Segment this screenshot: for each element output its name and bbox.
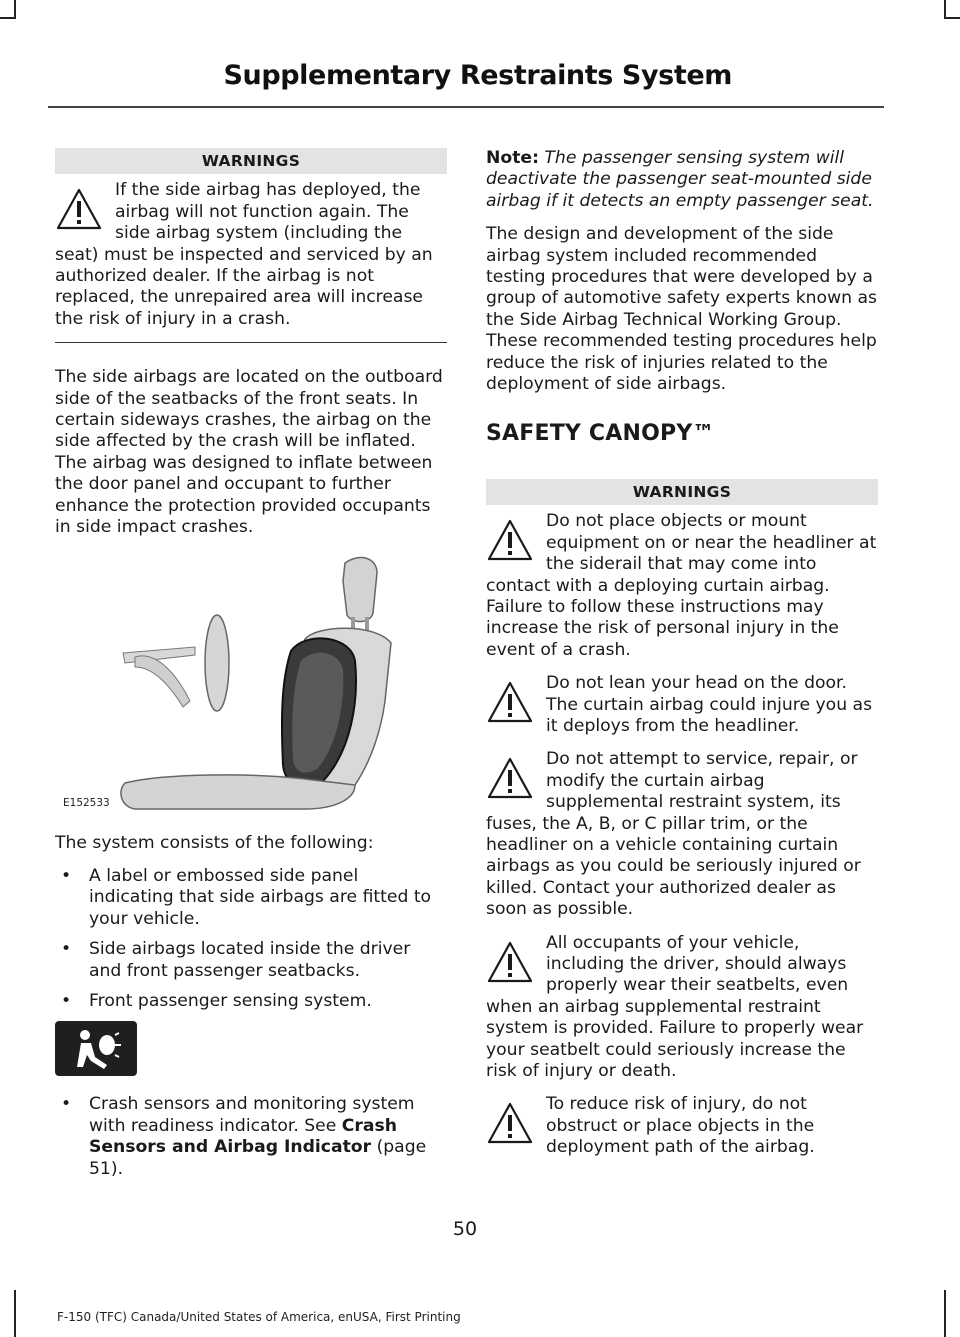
list-item-text: Crash sensors and monitoring system with readiness indicator. See	[89, 1094, 415, 1136]
airbag-person-icon	[55, 1021, 137, 1076]
warning-text: To reduce risk of injury, do not obstruct or place objects in the deployment path of the airbag.	[546, 1094, 815, 1158]
figure-id: E152533	[63, 797, 110, 810]
warning-text: Do not attempt to service, repair, or modify the curtain airbag supplemental restraint system, its fuses, the A, B, or C pillar trim, or the headliner on a vehicle containing curtain airbags as you could be seriously injured or killed. Contact your authorized dealer as soon as possible.	[486, 749, 861, 920]
list-item	[55, 1094, 447, 1180]
warning-triangle-icon	[486, 517, 534, 563]
warning-item	[486, 511, 878, 661]
warning-triangle-icon	[486, 1100, 534, 1146]
crop-mark	[944, 0, 946, 18]
page-reference: (page 51).	[89, 1137, 427, 1179]
note-label: Note:	[486, 148, 539, 168]
warning-text: If the side airbag has deployed, the airbag will not function again. The side airbag system (including the seat) must be inspected and serviced by an authorized dealer. If the airbag is not replaced, the unrepaired area will increase the risk of injury in a crash.	[55, 180, 433, 329]
body-paragraph: The side airbags are located on the outboard side of the seatbacks of the front seats. In certain sideways crashes, the airbag on the side affected by the crash will be inflated. The airbag was designed to inflate between the door panel and occupant to further enhance the protection provided occupants in side impact crashes.	[55, 367, 443, 538]
crop-mark	[944, 1290, 946, 1337]
warning-item	[55, 180, 447, 330]
warning-triangle-icon	[486, 939, 534, 985]
note-paragraph	[486, 148, 878, 212]
warning-item	[486, 673, 878, 737]
list-item: • A label or embossed side panel indicating that side airbags are fitted to your vehicle.	[55, 866, 447, 930]
component-list-continued	[55, 1094, 447, 1180]
body-paragraph: The system consists of the following:	[55, 832, 374, 853]
note-text: The passenger sensing system will deactivate the passenger seat-mounted side airbag if it detects an empty passenger seat.	[486, 148, 874, 211]
footer-text: F-150 (TFC) Canada/United States of America, enUSA, First Printing	[57, 1310, 461, 1324]
warning-triangle-icon	[486, 755, 534, 801]
list-item: • Side airbags located inside the driver and front passenger seatbacks.	[55, 939, 447, 982]
warning-text: All occupants of your vehicle, including the driver, should always properly wear their seatbelts, even when an airbag supplemental restraint system is provided. Failure to properly wear your seatbelt could seriously increase the risk of injury or death.	[486, 932, 864, 1082]
crop-mark	[14, 0, 16, 18]
warning-item	[486, 1094, 878, 1158]
left-column	[55, 148, 447, 1189]
body-paragraph: The design and development of the side airbag system included recommended testing procedures that were developed by a group of automotive safety experts known as the Side Airbag Technical Working Group. These recommended testing procedures help reduce the risk of injuries related to the deployment of side airbags.	[486, 224, 877, 395]
list-item: • Front passenger sensing system.	[55, 991, 447, 1012]
airbag-symbol-icon	[55, 1021, 137, 1076]
page-title: Supplementary Restraints System	[223, 60, 732, 91]
right-column	[486, 148, 878, 1171]
warning-triangle-icon	[55, 186, 103, 232]
crop-mark	[0, 17, 16, 19]
warning-triangle-icon	[486, 679, 534, 725]
crop-mark	[14, 1290, 16, 1337]
warning-item	[486, 933, 878, 1083]
warning-item	[486, 749, 878, 920]
cross-reference-link[interactable]: Crash Sensors and Airbag Indicator	[89, 1115, 397, 1158]
warnings-end-rule	[55, 342, 447, 343]
warning-text: Do not place objects or mount equipment on or near the headliner at the siderail that may come into contact with a deploying curtain airbag. Failure to follow these instructions may increase the risk of personal injury in the event of a crash.	[486, 511, 877, 660]
warning-text: Do not lean your head on the door. The curtain airbag could injure you as it deploys from the headliner.	[546, 673, 873, 736]
side-airbag-figure	[55, 551, 447, 819]
warnings-heading: WARNINGS	[55, 148, 447, 174]
section-heading: SAFETY CANOPY™	[486, 421, 715, 447]
component-list	[55, 866, 447, 1012]
warnings-heading: WARNINGS	[486, 479, 878, 505]
crop-mark	[944, 17, 960, 19]
page-number: 50	[452, 1218, 478, 1240]
header-rule	[48, 106, 884, 108]
side-airbag-illustration	[55, 551, 447, 819]
